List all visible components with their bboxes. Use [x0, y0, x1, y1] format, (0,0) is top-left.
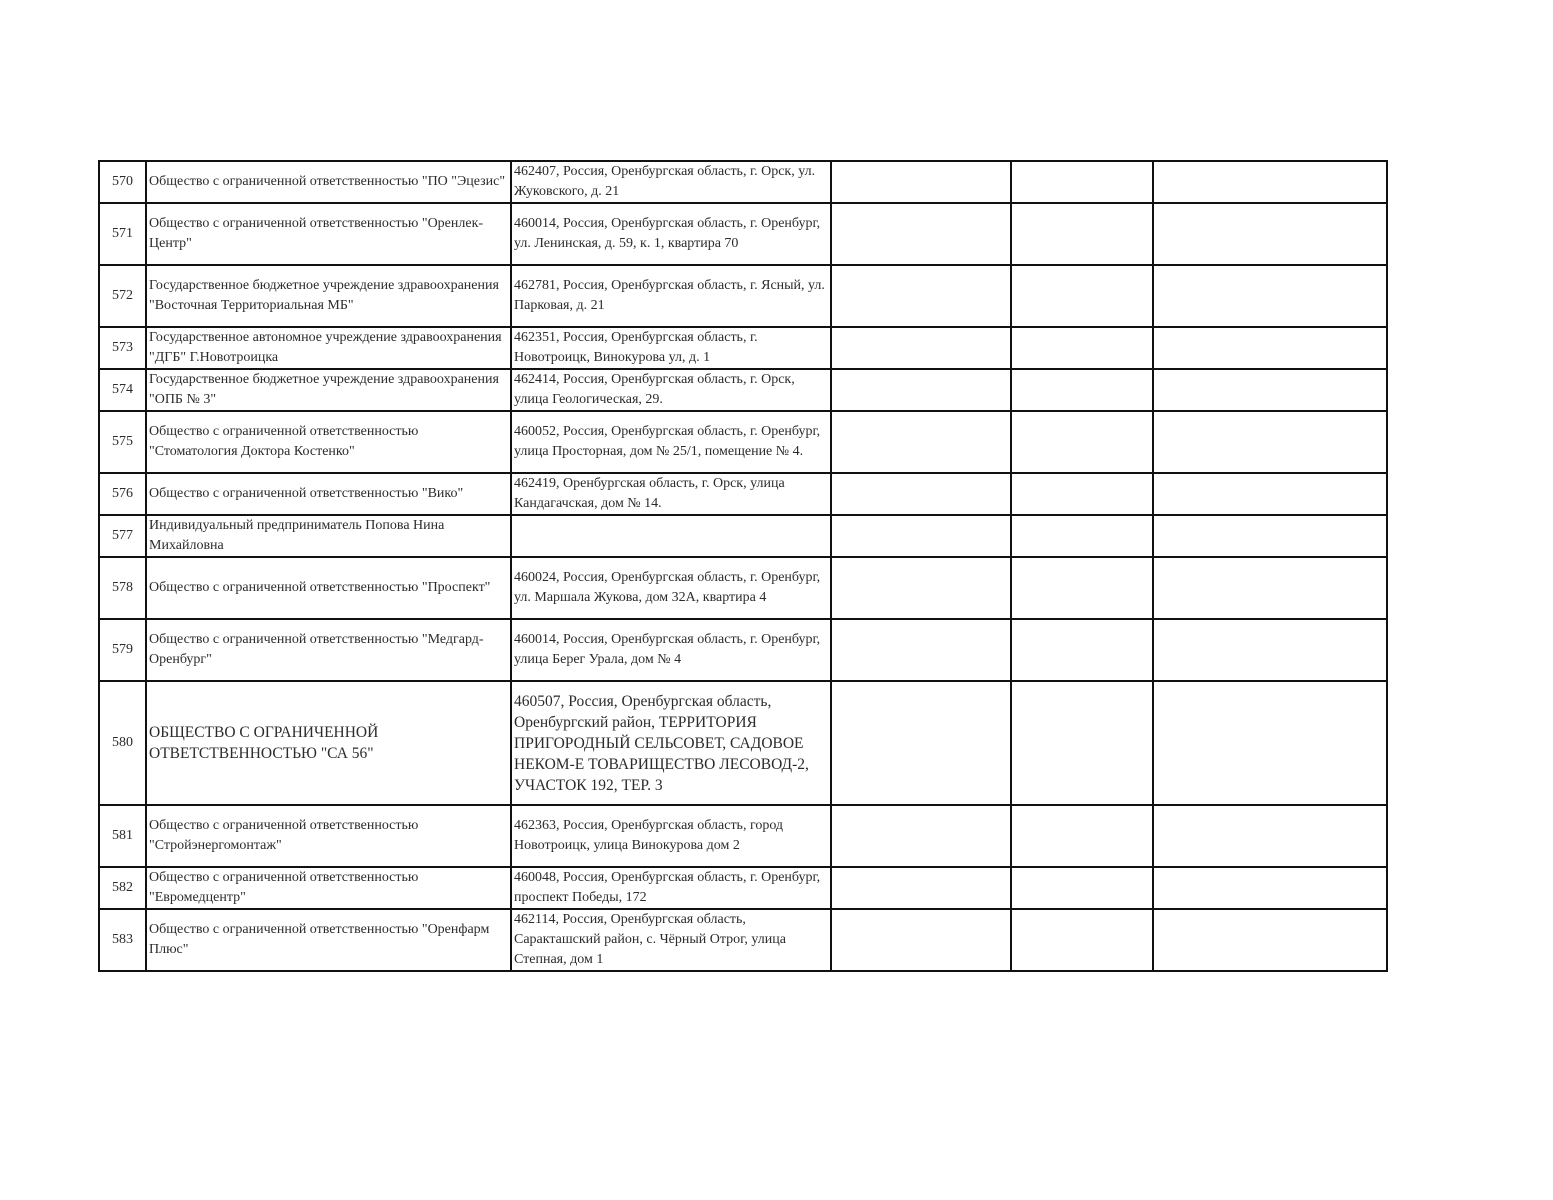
table-row [99, 619, 1387, 681]
organization-address: 460052, Россия, Оренбургская область, г. Оренбург, улица Просторная, дом № 25/1, помещение № 4. [511, 411, 831, 473]
empty-cell [1153, 619, 1387, 681]
table-row [99, 867, 1387, 909]
organization-name: Общество с ограниченной ответственностью "Вико" [146, 473, 511, 515]
empty-cell [831, 473, 1011, 515]
empty-cell [1011, 805, 1153, 867]
organization-address [511, 515, 831, 557]
row-number: 578 [99, 557, 146, 619]
empty-cell [1153, 411, 1387, 473]
empty-cell [1153, 203, 1387, 265]
empty-cell [1153, 557, 1387, 619]
table-row [99, 805, 1387, 867]
organization-name: Общество с ограниченной ответственностью "Стоматология Доктора Костенко" [146, 411, 511, 473]
organization-address: 462414, Россия, Оренбургская область, г. Орск, улица Геологическая, 29. [511, 369, 831, 411]
table-row [99, 265, 1387, 327]
empty-cell [1153, 327, 1387, 369]
table-row [99, 681, 1387, 805]
table-row [99, 369, 1387, 411]
empty-cell [1011, 161, 1153, 203]
empty-cell [1153, 161, 1387, 203]
organization-address: 462407, Россия, Оренбургская область, г. Орск, ул. Жуковского, д. 21 [511, 161, 831, 203]
empty-cell [831, 515, 1011, 557]
row-number: 573 [99, 327, 146, 369]
organization-address: 460507, Россия, Оренбургская область, Оренбургский район, ТЕРРИТОРИЯ ПРИГОРОДНЫЙ СЕЛЬСОВЕТ, САДОВОЕ НЕКОМ-Е ТОВАРИЩЕСТВО ЛЕСОВОД-2, УЧАСТОК 192, ТЕР. 3 [511, 681, 831, 805]
organization-address: 460014, Россия, Оренбургская область, г. Оренбург, улица Берег Урала, дом № 4 [511, 619, 831, 681]
row-number: 575 [99, 411, 146, 473]
organization-name: ОБЩЕСТВО С ОГРАНИЧЕННОЙ ОТВЕТСТВЕННОСТЬЮ "СА 56" [146, 681, 511, 805]
empty-cell [1011, 369, 1153, 411]
row-number: 580 [99, 681, 146, 805]
empty-cell [1153, 681, 1387, 805]
row-number: 583 [99, 909, 146, 971]
empty-cell [1011, 909, 1153, 971]
empty-cell [1153, 265, 1387, 327]
organization-address: 462114, Россия, Оренбургская область, Саракташский район, с. Чёрный Отрог, улица Степная, дом 1 [511, 909, 831, 971]
empty-cell [831, 909, 1011, 971]
empty-cell [831, 411, 1011, 473]
row-number: 571 [99, 203, 146, 265]
empty-cell [1011, 327, 1153, 369]
row-number: 577 [99, 515, 146, 557]
empty-cell [1011, 473, 1153, 515]
empty-cell [1011, 265, 1153, 327]
organization-address: 460014, Россия, Оренбургская область, г. Оренбург, ул. Ленинская, д. 59, к. 1, квартира 70 [511, 203, 831, 265]
empty-cell [1011, 203, 1153, 265]
organization-name: Общество с ограниченной ответственностью "ПО "Эцезис" [146, 161, 511, 203]
empty-cell [831, 805, 1011, 867]
registry-table [98, 160, 1388, 972]
empty-cell [1153, 805, 1387, 867]
organization-address: 462781, Россия, Оренбургская область, г. Ясный, ул. Парковая, д. 21 [511, 265, 831, 327]
organization-address: 462363, Россия, Оренбургская область, город Новотроицк, улица Винокурова дом 2 [511, 805, 831, 867]
organization-name: Индивидуальный предприниматель Попова Нина Михайловна [146, 515, 511, 557]
empty-cell [831, 369, 1011, 411]
empty-cell [1011, 515, 1153, 557]
row-number: 572 [99, 265, 146, 327]
row-number: 576 [99, 473, 146, 515]
empty-cell [1153, 369, 1387, 411]
table-row [99, 515, 1387, 557]
empty-cell [1011, 411, 1153, 473]
empty-cell [831, 203, 1011, 265]
organization-name: Общество с ограниченной ответственностью "Евромедцентр" [146, 867, 511, 909]
row-number: 581 [99, 805, 146, 867]
empty-cell [1153, 473, 1387, 515]
empty-cell [831, 619, 1011, 681]
empty-cell [1153, 515, 1387, 557]
table-row [99, 203, 1387, 265]
organization-address: 460048, Россия, Оренбургская область, г. Оренбург, проспект Победы, 172 [511, 867, 831, 909]
table-row [99, 411, 1387, 473]
organization-address: 462351, Россия, Оренбургская область, г. Новотроицк, Винокурова ул, д. 1 [511, 327, 831, 369]
table-row [99, 161, 1387, 203]
organization-address: 462419, Оренбургская область, г. Орск, улица Кандагачская, дом № 14. [511, 473, 831, 515]
empty-cell [831, 867, 1011, 909]
empty-cell [1011, 619, 1153, 681]
empty-cell [1011, 557, 1153, 619]
table-row [99, 557, 1387, 619]
row-number: 582 [99, 867, 146, 909]
organization-name: Общество с ограниченной ответственностью "Оренлек-Центр" [146, 203, 511, 265]
organization-name: Общество с ограниченной ответственностью "Медгард-Оренбург" [146, 619, 511, 681]
organization-name: Государственное бюджетное учреждение здравоохранения "Восточная Территориальная МБ" [146, 265, 511, 327]
empty-cell [1011, 867, 1153, 909]
organization-name: Государственное бюджетное учреждение здравоохранения "ОПБ № 3" [146, 369, 511, 411]
empty-cell [831, 161, 1011, 203]
empty-cell [831, 681, 1011, 805]
row-number: 570 [99, 161, 146, 203]
organization-name: Общество с ограниченной ответственностью "Проспект" [146, 557, 511, 619]
empty-cell [831, 557, 1011, 619]
organization-name: Общество с ограниченной ответственностью "Стройэнергомонтаж" [146, 805, 511, 867]
organization-name: Общество с ограниченной ответственностью "Оренфарм Плюс" [146, 909, 511, 971]
empty-cell [831, 265, 1011, 327]
row-number: 574 [99, 369, 146, 411]
table-row [99, 473, 1387, 515]
organization-address: 460024, Россия, Оренбургская область, г. Оренбург, ул. Маршала Жукова, дом 32А, квартира 4 [511, 557, 831, 619]
table-row [99, 327, 1387, 369]
empty-cell [831, 327, 1011, 369]
empty-cell [1153, 867, 1387, 909]
table-row [99, 909, 1387, 971]
empty-cell [1153, 909, 1387, 971]
row-number: 579 [99, 619, 146, 681]
empty-cell [1011, 681, 1153, 805]
organization-name: Государственное автономное учреждение здравоохранения "ДГБ" Г.Новотроицка [146, 327, 511, 369]
